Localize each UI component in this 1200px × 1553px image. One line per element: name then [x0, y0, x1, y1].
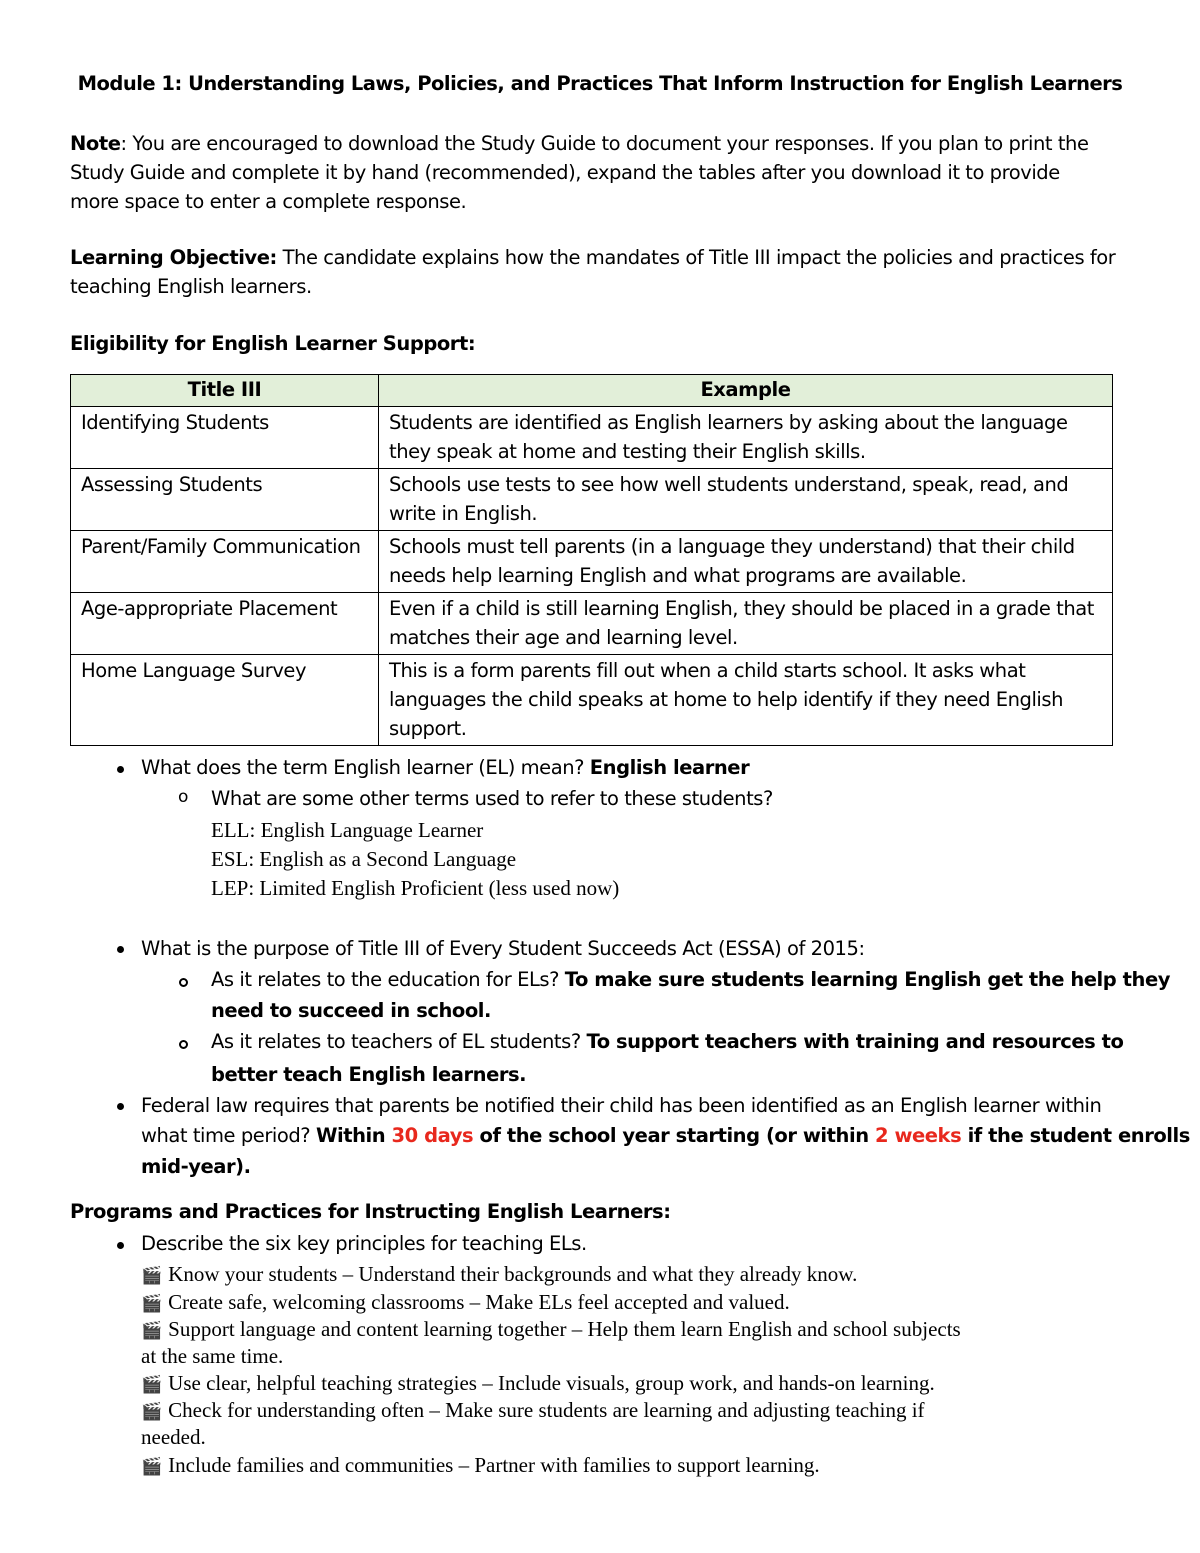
q1-sub-question: What are some other terms used to refer to these students? — [211, 787, 773, 810]
principle-line-continued: at the same time. — [141, 1344, 284, 1368]
row-example: Schools use tests to see how well students understand, speak, read, and write in English. — [379, 469, 1113, 531]
q3-answer-2: of the school year starting (or within — [473, 1124, 875, 1147]
objective-text-1: The candidate explains how the mandates of Title III impact the policies and practices for — [276, 246, 1116, 269]
q3-line2 — [141, 1124, 1190, 1147]
bullet-icon — [117, 766, 124, 773]
q3-answer-3: if the student enrolls — [961, 1124, 1190, 1147]
q2-sub1-line1 — [211, 968, 1170, 991]
q2-sub2-question: As it relates to teachers of EL students? — [211, 1030, 587, 1053]
objective-line-2: teaching English learners. — [70, 275, 312, 298]
objective-label: Learning Objective: — [70, 246, 277, 269]
term-ell: ELL: English Language Learner — [211, 818, 484, 842]
principle-line — [141, 1290, 790, 1315]
q2-sub2-answer-b: better teach English learners. — [211, 1063, 527, 1086]
principle-text: Use clear, helpful teaching strategies – Include visuals, group work, and hands-on learning. — [168, 1371, 935, 1395]
principle-line-continued: needed. — [141, 1425, 206, 1449]
row-example: This is a form parents fill out when a child starts school. It asks what languages the child speaks at home to help identify if they need English support. — [379, 655, 1113, 746]
clapperboard-icon: 🎬 — [141, 1321, 163, 1340]
clapperboard-icon: 🎬 — [141, 1294, 163, 1313]
term-esl: ESL: English as a Second Language — [211, 847, 517, 871]
bullet-icon — [117, 1103, 124, 1110]
page-title: Module 1: Understanding Laws, Policies, and Practices That Inform Instruction for English Learners — [77, 72, 1123, 95]
q2-sub1-question: As it relates to the education for ELs? — [211, 968, 565, 991]
table-row — [71, 593, 1113, 655]
q3-question-end: what time period? — [141, 1124, 316, 1147]
note-line-1 — [70, 132, 1089, 155]
q1-question: What does the term English learner (EL) mean? — [141, 756, 590, 779]
principle-text: Know your students – Understand their backgrounds and what they already know. — [168, 1262, 858, 1286]
bullet-icon — [117, 946, 124, 953]
clapperboard-icon: 🎬 — [141, 1266, 163, 1285]
eligibility-heading: Eligibility for English Learner Support: — [70, 332, 476, 355]
row-title: Identifying Students — [71, 407, 379, 469]
clapperboard-icon: 🎬 — [141, 1402, 163, 1421]
note-label: Note — [70, 132, 121, 155]
principle-text: Include families and communities – Partner with families to support learning. — [168, 1453, 820, 1477]
q2-sub1-answer-a: To make sure students learning English get the help they — [564, 968, 1170, 991]
objective-line-1 — [70, 246, 1115, 269]
bullet-icon — [117, 1242, 124, 1249]
principle-line — [141, 1398, 925, 1423]
q2-sub2-answer-a: To support teachers with training and resources to — [586, 1030, 1124, 1053]
title-iii-table — [70, 374, 1113, 746]
q2-sub2-line1 — [211, 1030, 1123, 1053]
row-example: Even if a child is still learning English, they should be placed in a grade that matches their age and learning level. — [379, 593, 1113, 655]
table-header-row — [71, 375, 1113, 407]
programs-heading: Programs and Practices for Instructing English Learners: — [70, 1200, 671, 1223]
q3-line1: Federal law requires that parents be notified their child has been identified as an English learner within — [141, 1094, 1102, 1117]
principle-text: Create safe, welcoming classrooms – Make ELs feel accepted and valued. — [168, 1290, 790, 1314]
q1-line — [141, 756, 749, 779]
q3-highlight-30-days: 30 days — [391, 1124, 474, 1147]
row-example: Schools must tell parents (in a language they understand) that their child needs help learning English and what programs are available. — [379, 531, 1113, 593]
principles-question: Describe the six key principles for teaching ELs. — [141, 1232, 587, 1255]
principle-line — [141, 1262, 857, 1287]
row-example: Students are identified as English learners by asking about the language they speak at home and testing their English skills. — [379, 407, 1113, 469]
clapperboard-icon: 🎬 — [141, 1457, 163, 1476]
principle-text: Support language and content learning together – Help them learn English and school subjects — [168, 1317, 961, 1341]
row-title: Assessing Students — [71, 469, 379, 531]
principle-line — [141, 1317, 961, 1342]
table-row — [71, 469, 1113, 531]
table-row — [71, 407, 1113, 469]
q3-line3: mid-year). — [141, 1155, 251, 1178]
note-line-2: Study Guide and complete it by hand (recommended), expand the tables after you download it to provide — [70, 161, 1060, 184]
q2-sub1-answer-b: need to succeed in school. — [211, 999, 491, 1022]
principle-line — [141, 1453, 820, 1478]
term-lep: LEP: Limited English Proficient (less used now) — [211, 876, 620, 900]
row-title: Parent/Family Communication — [71, 531, 379, 593]
q2-question: What is the purpose of Title III of Every Student Succeeds Act (ESSA) of 2015: — [141, 937, 865, 960]
clapperboard-icon: 🎬 — [141, 1375, 163, 1394]
q1-answer: English learner — [589, 756, 750, 779]
table-header-title: Title III — [71, 375, 379, 407]
table-row — [71, 655, 1113, 746]
row-title: Home Language Survey — [71, 655, 379, 746]
principle-text: Check for understanding often – Make sure students are learning and adjusting teaching if — [168, 1398, 925, 1422]
hollow-bullet-icon — [179, 1040, 188, 1049]
principle-line — [141, 1371, 935, 1396]
q3-answer-1: Within — [315, 1124, 392, 1147]
note-text-1: : You are encouraged to download the Study Guide to document your responses. If you plan to print the — [120, 132, 1089, 155]
row-title: Age-appropriate Placement — [71, 593, 379, 655]
hollow-bullet-icon — [179, 978, 188, 987]
table-row — [71, 531, 1113, 593]
q3-highlight-2-weeks: 2 weeks — [874, 1124, 962, 1147]
hollow-bullet-icon: o — [178, 787, 189, 807]
note-line-3: more space to enter a complete response. — [70, 190, 467, 213]
table-header-example: Example — [379, 375, 1113, 407]
